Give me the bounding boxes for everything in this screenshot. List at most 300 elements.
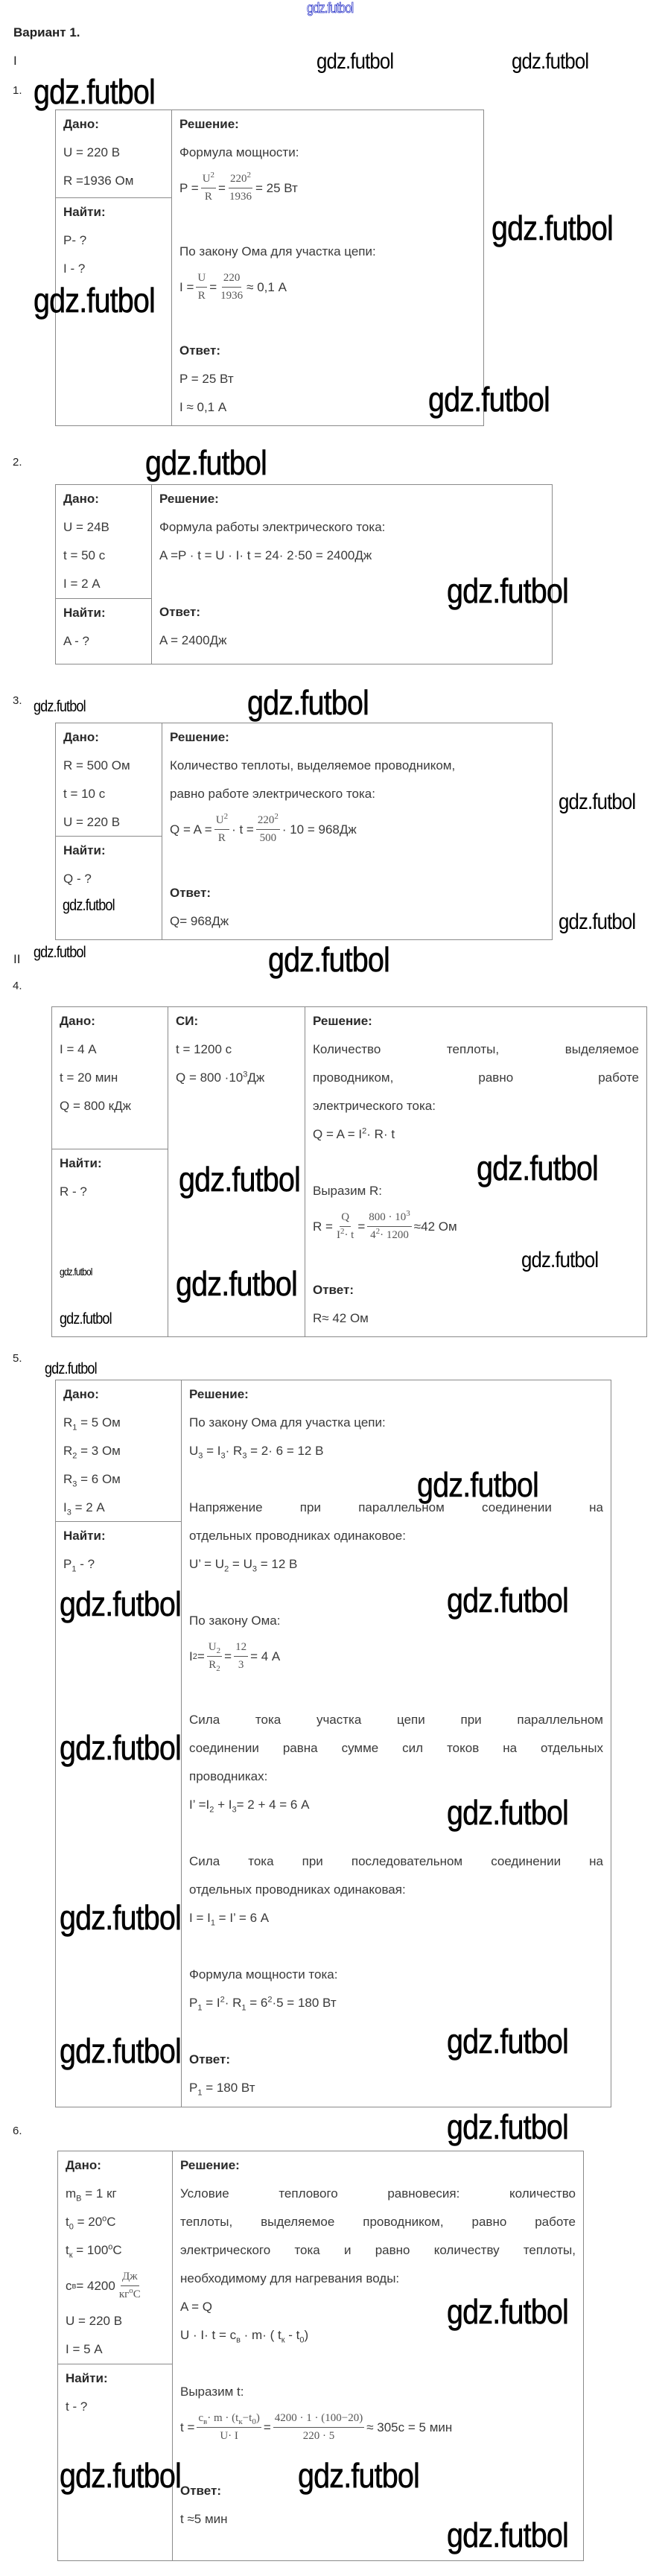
text-line: По закону Ома для участка цепи:	[179, 244, 376, 258]
superscript: 2	[362, 1126, 367, 1136]
solution-lines	[159, 513, 544, 570]
fraction	[219, 272, 244, 302]
fraction-denominator	[369, 1227, 410, 1242]
answer-label: Ответ:	[179, 343, 220, 358]
text-line: t = 1200 с	[176, 1042, 232, 1056]
subscript: 2	[224, 1564, 229, 1574]
text-run: = 20	[73, 2215, 103, 2229]
subscript: 3	[72, 1479, 77, 1489]
watermark: gdz.futbol	[60, 1728, 181, 1767]
subscript: 1	[72, 1423, 77, 1433]
text-run: I = I	[189, 1911, 211, 1925]
task-1-table	[55, 110, 484, 426]
text-line: Условие теплового равновесия: количество	[180, 2186, 576, 2201]
given-lines	[60, 1035, 162, 1120]
text-run: t	[66, 2243, 69, 2257]
subscript: в	[236, 2335, 241, 2345]
fraction-denominator	[217, 830, 227, 845]
watermark: gdz.futbol	[447, 2516, 568, 2554]
superscript: o	[108, 2242, 113, 2252]
text-line: t = 50 с	[63, 548, 106, 562]
text-line: U = 220 В	[66, 2314, 123, 2328]
text-run: = 5 Ом	[77, 1415, 121, 1430]
fraction	[335, 1211, 355, 1242]
text-run: =	[263, 2420, 271, 2434]
text-line	[180, 2406, 576, 2449]
subscript: 3	[232, 1805, 237, 1815]
text-run: t =	[180, 2420, 195, 2434]
given-lines	[63, 139, 165, 195]
text-line	[63, 1409, 175, 1437]
solution-cell	[182, 1380, 611, 2107]
text-line: R≈ 42 Ом	[313, 1311, 369, 1325]
text-line: I = 2 А	[63, 577, 101, 591]
fraction	[273, 2412, 364, 2443]
find-cell	[56, 599, 151, 664]
text-line: Q= 968Дж	[170, 914, 229, 928]
subscript: В	[76, 2194, 82, 2204]
fraction	[214, 814, 229, 845]
text-line: Количество теплоты, выделяемое	[313, 1042, 639, 1056]
fraction-numerator	[207, 1641, 222, 1657]
text-line: отдельных проводниках одинаковая:	[189, 1882, 406, 1897]
text-line	[313, 1120, 639, 1149]
watermark: gdz.futbol	[34, 698, 86, 715]
text-run: I =	[179, 279, 194, 294]
answer-label: Ответ:	[180, 2484, 221, 2498]
text-run: = 4200	[76, 2278, 115, 2293]
given-label: Дано:	[63, 492, 99, 506]
text-line: A - ?	[63, 634, 89, 648]
text-run: P	[189, 1996, 198, 2010]
fraction	[234, 1641, 248, 1672]
text-run: R	[197, 290, 206, 302]
given-label: Дано:	[63, 1387, 99, 1401]
text-run: Дж	[247, 1070, 265, 1085]
text-run: 1936	[220, 290, 244, 302]
task-number: 3.	[13, 694, 22, 707]
subscript: к	[69, 2250, 73, 2260]
text-run: · R· t	[366, 1127, 395, 1141]
fraction-numerator	[229, 173, 252, 188]
answer-lines	[313, 1304, 639, 1333]
text-run: Дж	[122, 2271, 138, 2282]
text-line	[189, 1678, 603, 1706]
superscript: 2	[220, 1995, 225, 2005]
watermark: gdz.futbol	[60, 2456, 181, 2495]
text-line: I ≈ 0,1 А	[179, 400, 227, 414]
text-line: R =1936 Ом	[63, 174, 134, 188]
watermark: gdz.futbol	[417, 1465, 538, 1504]
superscript: 3	[406, 1209, 410, 1218]
watermark: gdz.futbol	[60, 2031, 181, 2070]
text-run: 220	[229, 173, 247, 185]
text-run: I	[189, 1649, 193, 1663]
text-run: ≈ 305с = 5 мин	[366, 2420, 453, 2434]
given-cell	[56, 723, 162, 837]
watermark: gdz.futbol	[512, 49, 589, 74]
text-run: = 180 Вт	[202, 2081, 255, 2095]
text-run: + I	[214, 1798, 232, 1812]
watermark: gdz.futbol	[60, 1310, 112, 1327]
text-run: R =	[313, 1219, 333, 1234]
superscript: 2	[223, 812, 229, 821]
fraction-numerator	[256, 814, 280, 830]
text-run: · 10 = 968Дж	[281, 822, 357, 837]
find-label: Найти:	[66, 2371, 108, 2385]
watermark: gdz.futbol	[45, 1360, 97, 1377]
fraction	[256, 814, 280, 845]
text-run: 1936	[229, 191, 252, 203]
text-line: Сила тока участка цепи при параллельном	[189, 1713, 603, 1727]
watermark: gdz.futbol	[179, 1160, 300, 1199]
text-run: 3	[238, 1659, 244, 1671]
text-line	[189, 2074, 603, 2102]
fraction-denominator	[118, 2286, 142, 2301]
solution-cell	[162, 723, 552, 939]
subscript: 1	[241, 2003, 246, 2013]
text-line: U = 24В	[63, 520, 109, 534]
text-line: I = 4 А	[60, 1042, 97, 1056]
fraction	[118, 2271, 142, 2301]
text-run: · t =	[232, 822, 254, 837]
subscript: 3	[66, 1508, 71, 1517]
watermark: gdz.futbol	[559, 910, 636, 934]
text-line	[63, 1465, 175, 1494]
watermark: gdz.futbol	[60, 1898, 181, 1937]
text-run: U	[208, 1641, 217, 1653]
answer-label: Ответ:	[313, 1283, 354, 1297]
fraction-numerator	[340, 1211, 351, 1227]
text-line: соединении равна сумме сил токов на отдельных	[189, 1741, 603, 1755]
answer-label: Ответ:	[159, 605, 200, 619]
text-run: R	[63, 1415, 73, 1430]
fraction-denominator	[203, 188, 214, 203]
text-run: · R	[224, 1996, 242, 2010]
find-cell	[52, 1149, 168, 1336]
text-line: электрического тока:	[313, 1099, 436, 1113]
text-run: R	[209, 1659, 217, 1671]
subscript: к	[238, 2417, 243, 2426]
text-run: · t	[344, 1229, 354, 1241]
text-line: Количество теплоты, выделяемое проводником,	[170, 758, 456, 773]
text-run: R	[63, 1444, 73, 1458]
solution-lines	[179, 139, 476, 308]
text-line: R - ?	[60, 1184, 87, 1199]
text-run: Q = A = I	[313, 1127, 363, 1141]
text-line: t = 10 с	[63, 787, 106, 801]
subscript: к	[281, 2335, 285, 2345]
text-line	[179, 167, 476, 209]
text-line: Q - ?	[63, 872, 92, 886]
text-line: Формула мощности тока:	[189, 1967, 338, 1982]
given-cell	[52, 1007, 168, 1149]
text-line	[313, 1205, 639, 1248]
text-line: P = 25 Вт	[179, 372, 234, 386]
text-run: кг	[118, 2288, 130, 2300]
watermark: gdz.futbol	[34, 72, 155, 111]
text-run: = 2 А	[71, 1500, 105, 1514]
text-line: R = 500 Ом	[63, 758, 130, 773]
fraction-numerator	[273, 2412, 364, 2428]
fraction-numerator	[121, 2271, 139, 2286]
fraction-denominator	[218, 2428, 240, 2443]
subscript: 2	[216, 1646, 221, 1655]
task-6-table	[57, 2151, 584, 2561]
text-run: Q	[341, 1211, 350, 1223]
watermark: gdz.futbol	[268, 940, 389, 979]
text-line	[179, 266, 476, 308]
watermark: gdz.futbol	[63, 897, 115, 914]
text-line	[180, 2350, 576, 2378]
task-number: 1.	[13, 84, 22, 97]
watermark: gdz.futbol	[447, 2107, 568, 2146]
watermark: gdz.futbol	[247, 683, 369, 722]
fraction-denominator	[207, 1657, 222, 1672]
watermark: gdz.futbol	[447, 2292, 568, 2331]
watermark: gdz.futbol	[559, 790, 636, 814]
text-line	[189, 1932, 603, 1961]
answer-lines	[170, 907, 544, 936]
text-line: Q = 800 кДж	[60, 1099, 132, 1113]
text-line: c в = 4200 $\frac{Дж}{кг^oC}$	[66, 2271, 141, 2300]
text-run: ≈ 0,1 А	[246, 279, 287, 294]
given-label: Дано:	[66, 2158, 101, 2172]
subscript: 0	[252, 2417, 256, 2426]
find-label: Найти:	[60, 1156, 102, 1170]
task-number: 6.	[13, 2125, 22, 2137]
text-line	[176, 1064, 297, 1092]
watermark: gdz.futbol	[447, 1793, 568, 1832]
given-lines	[66, 2180, 166, 2364]
watermark: gdz.futbol	[447, 1581, 568, 1619]
fraction-denominator	[302, 2428, 337, 2443]
text-run: P	[189, 2081, 198, 2095]
si-lines	[176, 1035, 297, 1092]
given-label: Дано:	[60, 1014, 95, 1028]
text-run: = 2 + 4 = 6 А	[236, 1798, 310, 1812]
text-line: Напряжение при параллельном соединении на	[189, 1500, 603, 1514]
text-line: По закону Ома для участка цепи:	[189, 1415, 386, 1430]
fraction-denominator	[219, 288, 244, 302]
fraction-numerator	[214, 814, 229, 830]
find-lines	[63, 226, 165, 283]
text-run: U · I· t = c	[180, 2328, 237, 2342]
answer-label: Ответ:	[170, 886, 211, 900]
answer-label: Ответ:	[189, 2052, 230, 2066]
text-run: - ?	[76, 1557, 95, 1571]
text-run: Q = A =	[170, 822, 212, 837]
text-run: = I’ = 6 А	[214, 1911, 270, 1925]
fraction	[228, 173, 253, 203]
subscript: 3	[242, 1451, 247, 1461]
text-run: U· I	[220, 2430, 238, 2442]
text-run: C	[133, 2288, 141, 2300]
find-lines	[60, 1178, 162, 1206]
text-line: проводником, равно работе	[313, 1070, 639, 1085]
text-line	[63, 1550, 175, 1579]
text-run: 4	[370, 1229, 376, 1241]
text-line: A =P · t = U · I· t = 24· 2·50 = 2400Дж	[159, 548, 372, 562]
solution-label: Решение:	[170, 730, 229, 744]
superscript: 2	[340, 1227, 345, 1236]
given-lines	[63, 513, 145, 598]
text-run: = 25 Вт	[255, 180, 298, 195]
text-run: = U	[229, 1557, 252, 1571]
text-run: ·5 = 180 Вт	[272, 1996, 337, 2010]
answer-lines	[189, 2074, 603, 2102]
text-run: 220 · 5	[302, 2430, 335, 2442]
solution-label: Решение:	[179, 117, 239, 131]
text-run: )	[304, 2328, 309, 2342]
text-run: Q = 800 ·10	[176, 1070, 244, 1085]
text-run: · 1200	[380, 1229, 409, 1241]
watermark: gdz.futbol	[145, 443, 267, 482]
given-lines	[63, 1409, 175, 1522]
text-line: I - ?	[63, 261, 86, 276]
watermark: gdz.futbol	[34, 281, 155, 320]
watermark: gdz.futbol	[428, 380, 550, 419]
text-line: Выразим R:	[313, 1184, 382, 1198]
given-label: Дано:	[63, 117, 99, 131]
text-run: = 1 кг	[81, 2186, 117, 2201]
subscript: 2	[209, 1805, 214, 1815]
text-line	[189, 1904, 603, 1932]
subscript: 3	[252, 1564, 257, 1574]
solution-label: Решение:	[313, 1014, 372, 1028]
text-run: = I	[203, 1444, 221, 1458]
text-run: · R	[225, 1444, 243, 1458]
superscript: 2	[246, 171, 251, 180]
fraction-denominator	[335, 1227, 355, 1242]
text-run: · m · (t	[207, 2412, 239, 2424]
text-run: t	[66, 2215, 69, 2229]
text-line: необходимому для нагревания воды:	[180, 2271, 400, 2285]
task-number: 2.	[13, 456, 22, 469]
text-run: = 6 Ом	[77, 1472, 121, 1486]
solution-label: Решение:	[180, 2158, 240, 2172]
solution-label: Решение:	[159, 492, 219, 506]
given-cell	[58, 2151, 172, 2364]
fraction	[196, 272, 207, 302]
watermark: gdz.futbol	[477, 1149, 598, 1187]
text-run: ≈42 Ом	[413, 1219, 457, 1234]
fraction-numerator	[222, 272, 242, 288]
solution-lines	[313, 1035, 639, 1248]
given-cell	[56, 110, 171, 198]
text-run: =	[209, 279, 217, 294]
text-line: I = 5 А	[66, 2342, 103, 2356]
text-run: = 12 В	[256, 1557, 298, 1571]
text-line: По закону Ома:	[189, 1614, 281, 1628]
text-line	[63, 1494, 175, 1522]
text-run: = 6	[246, 1996, 268, 2010]
text-run: 800 · 10	[369, 1211, 407, 1223]
watermark: gdz.futbol	[447, 571, 568, 610]
find-lines	[63, 865, 156, 893]
text-run: I	[63, 1500, 67, 1514]
fraction-numerator	[367, 1211, 412, 1227]
text-run: P =	[179, 180, 199, 195]
fraction	[201, 173, 216, 203]
text-run: = 4 А	[250, 1649, 281, 1663]
text-line: электрического тока и равно количеству теплоты,	[180, 2243, 576, 2257]
text-run: U	[202, 173, 211, 185]
find-cell	[56, 837, 162, 939]
fraction	[207, 1641, 222, 1672]
text-line	[179, 209, 476, 238]
fraction-numerator	[201, 173, 216, 188]
text-run: =	[197, 1649, 205, 1663]
text-run: 500	[259, 832, 277, 844]
text-run: )	[255, 2412, 260, 2424]
text-run: 220	[223, 272, 241, 284]
fraction-denominator	[237, 1657, 246, 1672]
subscript: 3	[198, 1451, 203, 1461]
text-line: U = 220 В	[63, 815, 121, 829]
text-line: I 2 = $\frac{U_2}{R_2}$ = $\frac{12}{3}$ = 4 А	[189, 1641, 281, 1673]
text-line: Выразим t:	[180, 2385, 244, 2399]
watermark: gdz.futbol	[34, 944, 86, 961]
given-cell	[56, 1380, 181, 1522]
watermark: gdz.futbol	[60, 1266, 92, 1278]
text-run: U	[189, 1444, 199, 1458]
fraction-numerator	[234, 1641, 248, 1657]
fraction-denominator	[228, 188, 253, 203]
subscript: в	[203, 2417, 208, 2426]
watermark: gdz.futbol	[176, 1264, 297, 1303]
part-label-1: I	[13, 54, 17, 68]
subscript: 3	[220, 1451, 226, 1461]
text-run: =	[218, 180, 226, 195]
part-label-2: II	[13, 952, 21, 966]
task-number: 4.	[13, 980, 22, 992]
superscript: 2	[267, 1995, 273, 2005]
watermark: gdz.futbol	[316, 49, 394, 74]
task-number: 5.	[13, 1352, 22, 1365]
subscript: 0	[299, 2335, 305, 2345]
superscript: 2	[210, 171, 215, 180]
solution-lines	[189, 1409, 603, 2017]
text-line	[66, 2236, 166, 2265]
text-run: C	[112, 2243, 122, 2257]
text-line: Сила тока при последовательном соединении на	[189, 1854, 603, 1868]
si-label: СИ:	[176, 1014, 199, 1028]
text-run: U’ = U	[189, 1557, 225, 1571]
watermark: gdz.futbol	[447, 2022, 568, 2061]
text-line	[66, 2180, 166, 2208]
solution-lines	[170, 752, 544, 851]
superscript: 2	[375, 1227, 381, 1236]
text-run: I’ =I	[189, 1798, 210, 1812]
find-label: Найти:	[63, 843, 106, 857]
solution-cell	[172, 110, 483, 425]
subscript: 1	[197, 2003, 203, 2013]
given-lines	[63, 752, 156, 837]
subscript: 2	[216, 1664, 220, 1673]
subscript: 2	[72, 1451, 77, 1461]
text-line: теплоты, выделяемое проводником, равно работе	[180, 2215, 576, 2229]
text-run: C	[106, 2215, 116, 2229]
text-line: отдельных проводниках одинаковое:	[189, 1529, 406, 1543]
find-lines	[63, 1550, 175, 1579]
text-line: проводниках:	[189, 1769, 268, 1783]
text-run: · m· ( t	[240, 2328, 281, 2342]
superscript: o	[129, 2286, 133, 2295]
text-line: U = 220 В	[63, 145, 121, 159]
find-label: Найти:	[63, 606, 106, 620]
text-run: =	[224, 1649, 232, 1663]
